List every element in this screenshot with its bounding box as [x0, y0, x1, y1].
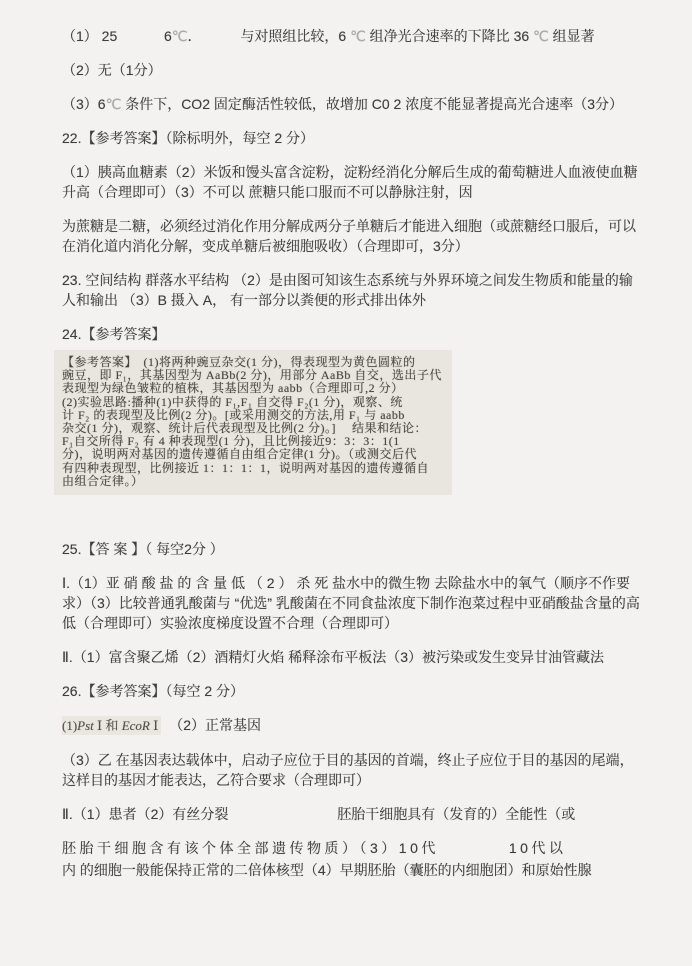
question-22-answers: [62, 128, 642, 256]
scanned-answer-line: 表现型为绿色皱粒的植株，其基因型为 aabb（合理即可,2 分）: [62, 381, 404, 396]
question-24-heading: 24.【参考答案】: [62, 326, 166, 342]
question-23-answers: [62, 270, 642, 310]
answer-23-1: 23. 空间结构 群落水平结构 （2）是由图可知该生态系统与外界环境之间发生物质和能量的输人和输出 （3）B 摄入 A， 有一部分以粪便的形式排出体外: [62, 272, 633, 308]
answer-25-part1: Ⅰ.（1）亚 硝 酸 盐 的 含 量 低 （ 2 ） 杀 死 盐水中的微生物 去除盐水中的氧气（顺序不作要求）（3）比较普通乳酸菌与 “优选” 乳酸菌在不同食盐浓度下制作泡菜过程中亚硝酸盐含量的高低（合理即可）实验浓度梯度设置不合理（合理即可）: [62, 575, 640, 632]
question-26-heading: 26.【参考答案】（每空 2 分）: [62, 683, 245, 700]
scanned-answer-line: (2)实验思路:播种(1)中获得的 F₁,F₁ 自交得 F₂(1 分)，观察、统: [62, 394, 403, 409]
scanned-answer-image: [54, 350, 452, 495]
answer-26-part2-line2: 胚胎干细胞含有该个体全部遗传物质）（3）10代 10代以: [62, 840, 567, 857]
answer-21-1: （1） 25 6℃． 与对照组比较，6 ℃ 组净光合速率的下降比 36 ℃ 组显著: [62, 28, 595, 44]
answer-25-part2: Ⅱ.（1）富含聚乙烯（2）酒精灯火焰 稀释涂布平板法（3）被污染或发生变异甘油管藏法: [62, 649, 605, 666]
question-26-answers: [62, 681, 642, 880]
answer-22-2: 为蔗糖是二糖，必须经过消化作用分解成两分子单糖后才能进入细胞（或蔗糖经口服后，可以在消化道内消化分解，变成单糖后被细胞吸收）（合理即可，3分）: [62, 218, 636, 254]
scanned-answer-line: 豌豆，即 F₁，其基因型为 AaBb(2 分)，用部分 AaBb 自交，选出子代: [62, 368, 442, 383]
scanned-answer-line: 分)，说明两对基因的遗传遵循自由组合定律(1 分)。（或测交后代: [62, 447, 417, 462]
answer-22-1: （1）胰高血糖素（2）米饭和馒头富含淀粉，淀粉经消化分解后生成的葡萄糖进人血液使血糖升高（合理即可）（3）不可以 蔗糖只能口服而不可以静脉注射，因: [62, 164, 638, 200]
scanned-answer-line: 由组合定律。）: [62, 473, 144, 488]
question-24-answers: [62, 324, 642, 495]
scanned-answer-line: 【参考答案】 (1)将两种豌豆杂交(1 分)，得表现型为黄色圆粒的: [62, 355, 416, 369]
question-25-answers: [62, 539, 642, 667]
question-21-answers: [62, 26, 642, 114]
answer-21-3: （3）6℃ 条件下，CO2 固定酶活性较低，故增加 C0 2 浓度不能显著提高光合速率（3分）: [62, 96, 624, 112]
answer-26-part2-line3: 内 的细胞一般能保持正常的二倍体核型（4）早期胚胎（囊胚的内细胞团）和原始性腺: [62, 862, 592, 879]
scanned-answer-line: 计 F₂ 的表现型及比例(2 分)。[或采用测交的方法,用 F₁ 与 aabb: [62, 407, 405, 422]
question-25-heading: 25.【答 案 】（ 每空2分 ）: [62, 541, 224, 558]
answer-26-part2-line1: Ⅱ.（1）患者（2）有丝分裂 胚胎干细胞具有（发育的）全能性（或: [62, 806, 576, 823]
answer-26-3: （3）乙 在基因表达载体中，启动子应位于目的基因的首端，终止子应位于目的基因的尾端，这样目的基因才能表达，乙符合要求（合理即可）: [62, 752, 634, 789]
scanned-answer-line: 杂交(1 分)，观察、统计后代表现型及比例(2 分)。] 结果和结论：: [62, 421, 427, 436]
scanned-answer-line: F₁自交所得 F₂ 有 4 种表现型(1 分)，且比例接近9：3：3：1(1: [62, 434, 400, 449]
answer-21-2: （2）无（1分）: [62, 62, 162, 78]
question-22-heading: 22.【参考答案】（除标明外，每空 2 分）: [62, 130, 315, 146]
answer-26-1: (1)Pst Ⅰ 和 EcoR Ⅰ （2）正常基因: [62, 717, 262, 734]
scanned-answer-line: 有四种表现型，比例接近 1：1：1：1，说明两对基因的遗传遵循自: [62, 460, 430, 475]
